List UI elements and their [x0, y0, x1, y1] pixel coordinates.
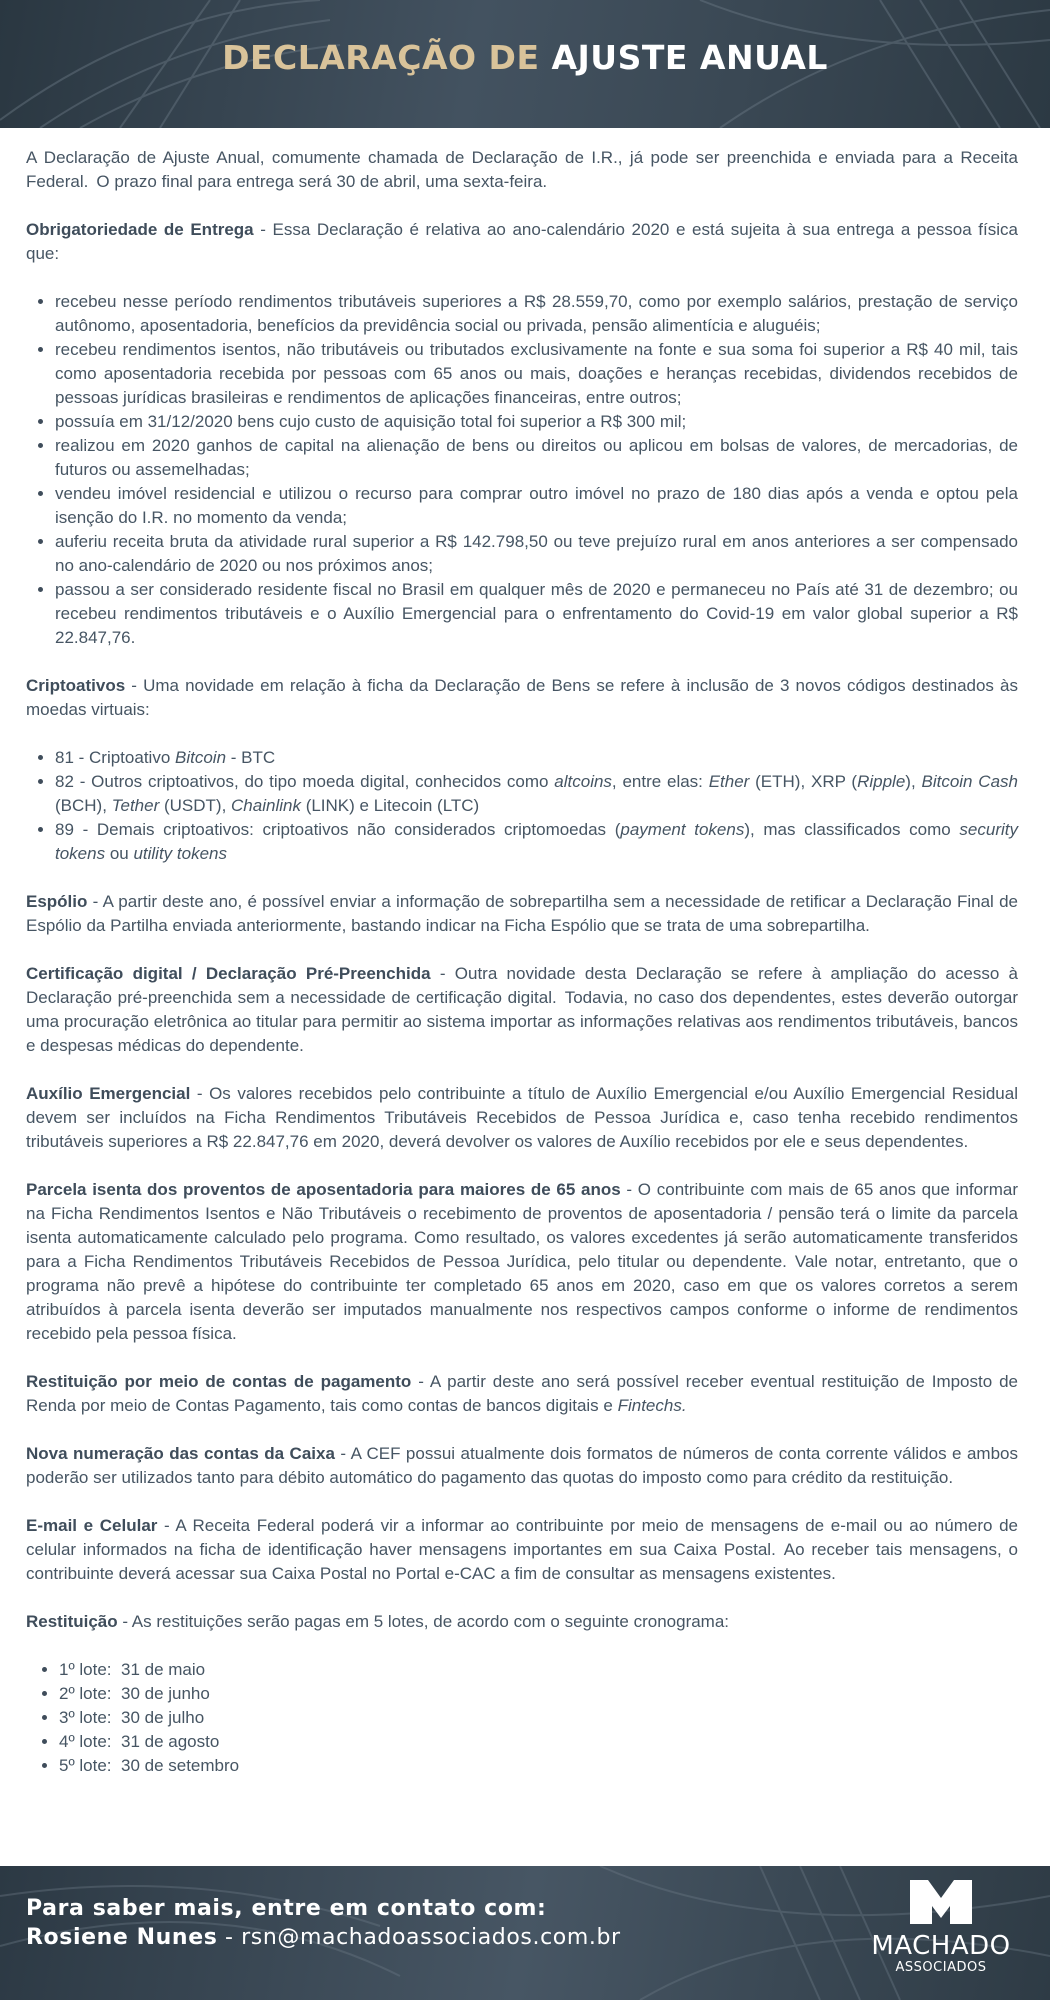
restituicao-paragraph: [26, 1610, 1018, 1634]
intro-text-1: A Declaração de Ajuste Anual, comumente chamada de Declaração de I.R., já pode ser preenchida e enviada para a Receita Federal.: [26, 148, 1018, 191]
section-heading: Parcela isenta dos proventos de aposentadoria para maiores de 65 anos: [26, 1180, 621, 1199]
text-fragment: (ETH), XRP (: [749, 772, 858, 791]
italic-fragment: Chainlink: [231, 796, 301, 815]
intro-text-2: O prazo final para entrega será 30 de abril, uma sexta-feira.: [96, 172, 548, 191]
italic-fragment: Ether: [708, 772, 750, 791]
list-item: [59, 1658, 1018, 1682]
criptoativos-paragraph: [26, 674, 1018, 722]
lote-label: 1º lote:: [59, 1660, 112, 1679]
italic-fragment: Fintechs.: [617, 1396, 687, 1415]
contact-separator: -: [217, 1925, 242, 1950]
logo-subtitle: ASSOCIADOS: [895, 1960, 987, 1975]
lote-date: 30 de setembro: [120, 1756, 240, 1775]
section-heading: Restituição por meio de contas de pagamento: [26, 1372, 412, 1391]
email-celular-paragraph: [26, 1514, 1018, 1586]
italic-fragment: altcoins: [554, 772, 612, 791]
list-item: [59, 1706, 1018, 1730]
page-title: [0, 38, 1050, 77]
text-fragment: , entre elas:: [611, 772, 709, 791]
article-body: [26, 146, 1018, 1802]
title-main: AJUSTE ANUAL: [551, 38, 828, 77]
restituicao-lotes-list: [26, 1658, 1018, 1778]
lote-label: 3º lote:: [59, 1708, 112, 1727]
text-fragment: 82 - Outros criptoativos, do tipo moeda digital, conhecidos como: [55, 772, 555, 791]
restituicao-contas-paragraph: [26, 1370, 1018, 1418]
section-text: - Uma novidade em relação à ficha da Declaração de Bens se refere à inclusão de 3 novos códigos destinados às moedas virtuais:: [26, 676, 1018, 719]
machado-m-logo-icon: [910, 1880, 972, 1924]
section-text: - Os valores recebidos pelo contribuinte a título de Auxílio Emergencial e/ou Auxílio Emergencial Residual devem ser incluídos na Ficha Rendimentos Tributáveis Recebidos de Pessoa Jurídica e, caso tenha recebido rendimentos tributáveis superiores a R$ 22.847,76 em 2020, deverá devolver os valores de Auxílio recebidos por ele e seus dependentes.: [26, 1084, 1018, 1151]
italic-fragment: Bitcoin Cash: [921, 772, 1018, 791]
text-fragment: ), mas classificados como: [744, 820, 960, 839]
obrigatoriedade-paragraph: [26, 218, 1018, 266]
section-text: - As restituições serão pagas em 5 lotes, de acordo com o seguinte cronograma:: [117, 1612, 730, 1631]
section-heading: Espólio: [26, 892, 88, 911]
italic-fragment: security tokens: [55, 820, 1018, 863]
section-heading: Obrigatoriedade de Entrega: [26, 220, 254, 239]
contact-block: [26, 1894, 621, 1952]
criptoativos-list: [26, 746, 1018, 866]
section-text: - A partir deste ano será possível receber eventual restituição de Imposto de Renda por meio de Contas Pagamento, tais como contas de bancos digitais e: [26, 1372, 1019, 1415]
italic-fragment: payment tokens: [620, 820, 745, 839]
lote-label: 2º lote:: [59, 1684, 112, 1703]
list-item: [55, 770, 1018, 818]
list-item: [59, 1730, 1018, 1754]
section-text: - O contribuinte com mais de 65 anos que informar na Ficha Rendimentos Isentos e Não Tributáveis o recebimento de proventos de aposentadoria / pensão terá o limite da parcela isenta automaticamente calculado pelo programa. Como resultado, os valores excedentes já serão automaticamente transferidos para a Ficha Rendimentos Tributáveis Recebidos de Pessoa Jurídica, pelo titular ou dependente.: [26, 1180, 1018, 1271]
footer-banner: [0, 1866, 1050, 2000]
auxilio-paragraph: [26, 1082, 1018, 1154]
section-text: - A partir deste ano, é possível enviar a informação de sobrepartilha sem a necessidade de retificar a Declaração Final de Espólio da Partilha enviada anteriormente, bastando indicar na Ficha Espólio que se trata de uma sobrepartilha.: [26, 892, 1018, 935]
parcela-isenta-paragraph: [26, 1178, 1018, 1346]
italic-fragment: utility tokens: [133, 844, 227, 863]
section-heading: Nova numeração das contas da Caixa: [26, 1444, 335, 1463]
section-text: Vale notar, entretanto, que o programa não prevê a hipótese do contribuinte ter completado 65 anos em 2020, caso em que os valores corretos a serem atribuídos à parcela isenta deverão ser imputados manualmente nos respectivos campos conforme o informe de rendimentos recebido pela pessoa física.: [26, 1252, 1018, 1343]
text-fragment: ),: [905, 772, 922, 791]
intro-paragraph: [26, 146, 1018, 194]
text-fragment: (USDT),: [159, 796, 232, 815]
list-item: [55, 818, 1018, 866]
section-heading: Auxílio Emergencial: [26, 1084, 191, 1103]
list-item: • possuía em 31/12/2020 bens cujo custo de aquisição total foi superior a R$ 300 mil;: [55, 410, 1018, 434]
contact-line: [26, 1923, 621, 1952]
section-text: - A Receita Federal poderá vir a informar ao contribuinte por meio de mensagens de e-mail ou ao número de celular informados na ficha de identificação haver mensagens importantes em sua Caixa Postal.: [26, 1516, 1018, 1559]
list-item: • realizou em 2020 ganhos de capital na alienação de bens ou direitos ou aplicou em bolsas de valores, de mercadorias, de futuros ou assemelhadas;: [55, 434, 1018, 482]
list-item: [55, 746, 1018, 770]
contact-name: Rosiene Nunes: [26, 1925, 218, 1950]
caixa-paragraph: [26, 1442, 1018, 1490]
section-text: - Outra novidade desta Declaração se refere à ampliação do acesso à Declaração pré-preenchida sem a necessidade de certificação digital.: [26, 964, 1019, 1007]
section-text: Todavia, no caso dos dependentes, estes deverão outorgar uma procuração eletrônica ao titular para permitir ao sistema importar as informações relativas aos rendimentos tributáveis, bancos e despesas médicas do dependente.: [26, 988, 1018, 1055]
list-item: [59, 1754, 1018, 1778]
section-heading: E-mail e Celular: [26, 1516, 158, 1535]
italic-fragment: Bitcoin: [175, 748, 227, 767]
title-accent: DECLARAÇÃO DE: [222, 38, 540, 77]
text-fragment: (BCH),: [55, 796, 112, 815]
text-fragment: - BTC: [226, 748, 276, 767]
list-item: • recebeu nesse período rendimentos tributáveis superiores a R$ 28.559,70, como por exemplo salários, prestação de serviço autônomo, aposentadoria, benefícios da previdência social ou privada, pensão alimentícia e aluguéis;: [55, 290, 1018, 338]
section-text: - A CEF possui atualmente dois formatos de números de conta corrente válidos e ambos poderão ser utilizados tanto para débito automático do pagamento das quotas do imposto como para crédito da restituição.: [26, 1444, 1018, 1487]
certificacao-paragraph: [26, 962, 1018, 1058]
text-fragment: 81 - Criptoativo: [55, 748, 175, 767]
contact-email-link[interactable]: rsn@machadoassociados.com.br: [241, 1925, 621, 1950]
section-heading: Criptoativos: [26, 676, 126, 695]
section-heading: Restituição: [26, 1612, 118, 1631]
italic-fragment: Ripple: [857, 772, 906, 791]
list-item: • passou a ser considerado residente fiscal no Brasil em qualquer mês de 2020 e permaneceu no País até 31 de dezembro; ou recebeu rendimentos tributáveis e o Auxílio Emergencial para o enfrentamento do Covid-19 em valor global superior a R$ 22.847,76.: [55, 578, 1018, 650]
lote-label: 4º lote:: [59, 1732, 112, 1751]
section-heading: Certificação digital / Declaração Pré-Preenchida: [26, 964, 431, 983]
obrigatoriedade-list: [26, 290, 1018, 650]
list-item: [59, 1682, 1018, 1706]
logo-name: MACHADO: [871, 1931, 1011, 1961]
text-fragment: (LINK) e Litecoin (LTC): [300, 796, 480, 815]
espolio-paragraph: [26, 890, 1018, 938]
header-banner: [0, 0, 1050, 128]
lote-date: 30 de junho: [120, 1684, 210, 1703]
lote-date: 31 de agosto: [120, 1732, 220, 1751]
lote-label: 5º lote:: [59, 1756, 112, 1775]
text-fragment: 89 - Demais criptoativos: criptoativos não considerados criptomoedas (: [55, 820, 621, 839]
lote-date: 31 de maio: [120, 1660, 206, 1679]
lote-date: 30 de julho: [120, 1708, 205, 1727]
list-item: • vendeu imóvel residencial e utilizou o recurso para comprar outro imóvel no prazo de 180 dias após a venda e optou pela isenção do I.R. no momento da venda;: [55, 482, 1018, 530]
italic-fragment: Tether: [111, 796, 160, 815]
section-text: - Essa Declaração é relativa ao ano-calendário 2020 e está sujeita à sua entrega a pessoa física que:: [26, 220, 1018, 263]
list-item: • auferiu receita bruta da atividade rural superior a R$ 142.798,50 ou teve prejuízo rural em anos anteriores a ser compensado no ano-calendário de 2020 ou nos próximos anos;: [55, 530, 1018, 578]
list-item: • recebeu rendimentos isentos, não tributáveis ou tributados exclusivamente na fonte e sua soma foi superior a R$ 40 mil, tais como aposentadoria recebida por pessoas com 65 anos ou mais, doações e heranças recebidas, dividendos recebidos de pessoas jurídicas brasileiras e rendimentos de aplicações financeiras, entre outros;: [55, 338, 1018, 410]
contact-lead: Para saber mais, entre em contato com:: [26, 1896, 547, 1921]
text-fragment: ou: [105, 844, 134, 863]
machado-associados-logo: [866, 1880, 1016, 1992]
section-text: Ao receber tais mensagens, o contribuinte deverá acessar sua Caixa Postal no Portal e-CAC a fim de consultar as mensagens existentes.: [26, 1540, 1018, 1583]
